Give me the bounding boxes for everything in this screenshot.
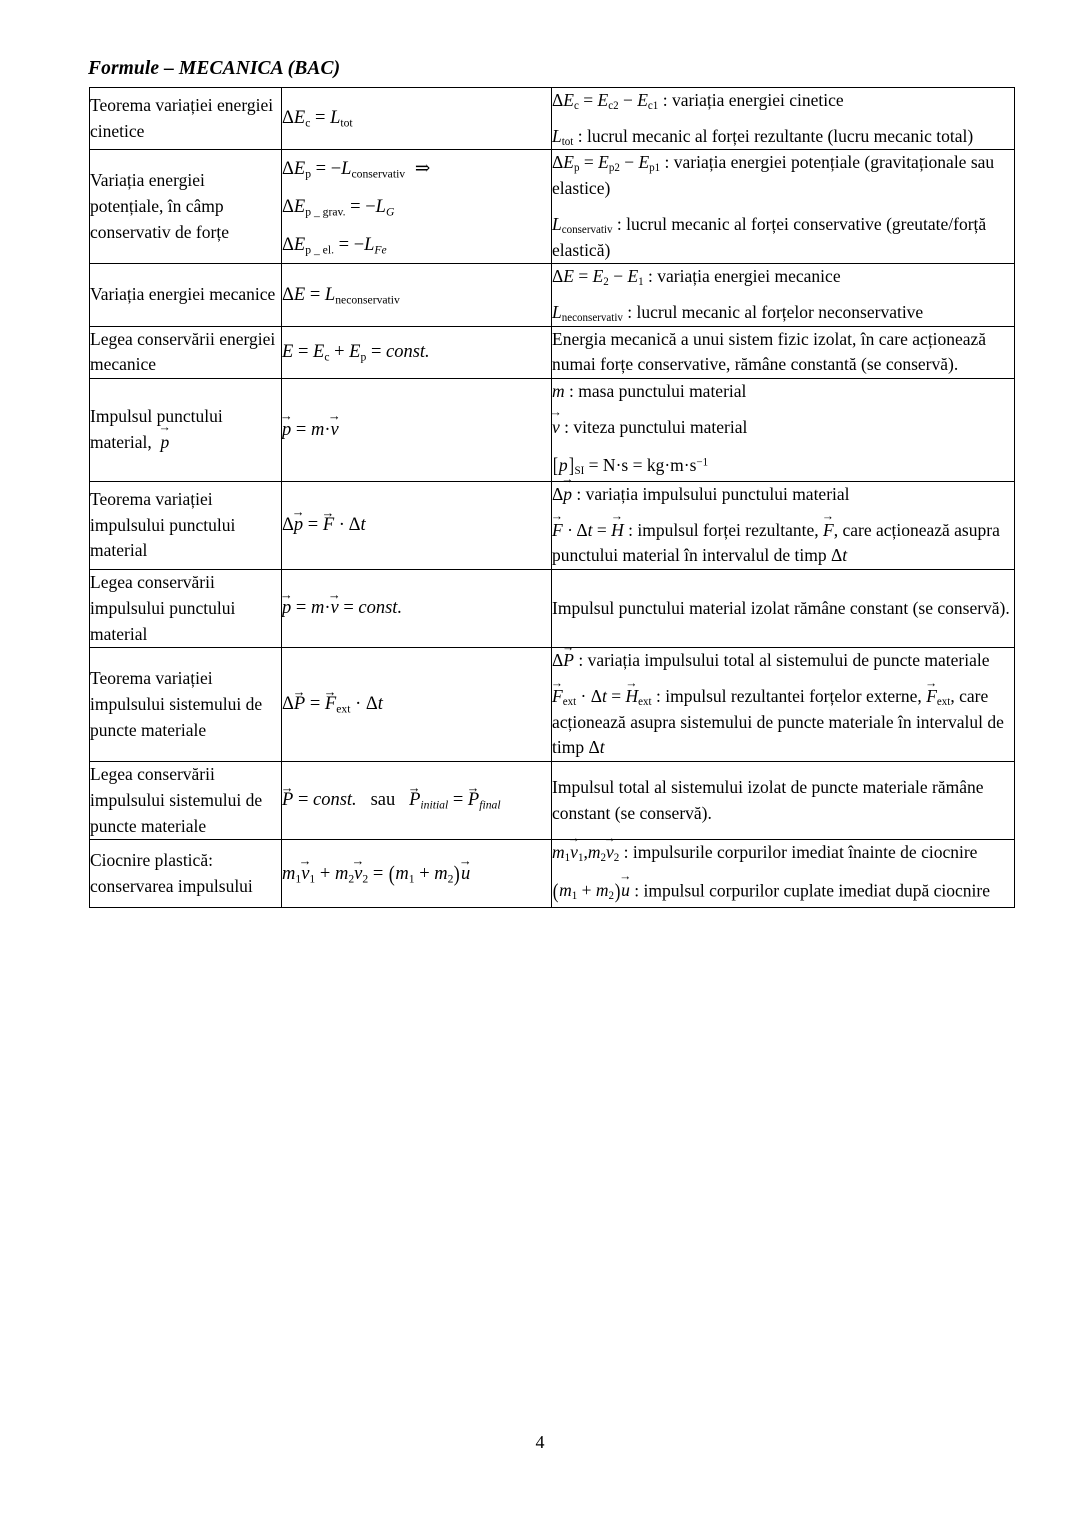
row-name-cell: Variația energiei potențiale, în câmp conservativ de forțe xyxy=(90,150,282,264)
row-name-cell: Legea conservării energiei mecanice xyxy=(90,326,282,378)
row-formula-cell: p → = m·v → xyxy=(282,379,552,482)
row-description-cell: Δp → : variația impulsului punctului material F → · Δt = H → : impulsul forței rezultante, F →, care acționează asupra punctului material în intervalul de timp Δt xyxy=(552,481,1015,569)
row-formula-cell: $\Delta E_p = -L_{conservativ}$ ⇒ $\Delta E_{p \_ grav.} = -L_G$ $\Delta E_{p \_ el.} = -L_{Fe}$ xyxy=(282,150,552,264)
table-row xyxy=(90,150,1015,264)
row-formula-cell: ΔP → = $F \to_{ext} \cdot \Delta t$ xyxy=(282,648,552,762)
row-name-cell: Ciocnire plastică: conservarea impulsului xyxy=(90,840,282,908)
table-row xyxy=(90,762,1015,840)
row-formula-cell: $\Delta E = L_{neconservativ}$ xyxy=(282,264,552,326)
row-name-cell: Legea conservării impulsului punctului material xyxy=(90,570,282,648)
row-formula-cell: p → = m·v → = const. xyxy=(282,570,552,648)
row-description-cell: Impulsul total al sistemului izolat de puncte materiale rămâne constant (se conservă). xyxy=(552,762,1015,840)
table-row xyxy=(90,264,1015,326)
row-description-cell: ΔP → : variația impulsului total al sistemului de puncte materiale $F \to_{ext} \cdot \Delta t = H \to_{ext}$ : impulsul rezultantei forțelor externe, $F \to_{ext}$, care acționează asupra sistemului de puncte materiale în intervalul de timp Δt xyxy=(552,648,1015,762)
page-number: 4 xyxy=(535,1432,545,1452)
row-name-cell: Legea conservării impulsului sistemului de puncte materiale xyxy=(90,762,282,840)
row-description-cell: Energia mecanică a unui sistem fizic izolat, în care acționează numai forțe conservative, rămâne constantă (se conservă). xyxy=(552,326,1015,378)
row-description-cell: $\Delta E = E_2 - E_1$ : variația energiei mecanice $L_{neconservativ}$ : lucrul mecanic al forțelor neconservative xyxy=(552,264,1015,326)
row-formula-cell: P → = const. sau $P \to_{initial} = P \to_{final}$ xyxy=(282,762,552,840)
table-row xyxy=(90,379,1015,482)
row-formula-cell: $\Delta E_c = L_{tot}$ xyxy=(282,88,552,150)
table-row xyxy=(90,481,1015,569)
row-description-cell: $m_1v \to_1,m_2v \to_2$ : impulsurile corpurilor imediat înainte de ciocnire $(m_1 + m_2)u$ → : impulsul corpurilor cuplate imediat după ciocnire xyxy=(552,840,1015,908)
row-description-cell: Impulsul punctului material izolat rămâne constant (se conservă). xyxy=(552,570,1015,648)
table-row xyxy=(90,840,1015,908)
row-formula-cell: $E = E_c + E_p$ = const. xyxy=(282,326,552,378)
row-name-cell: Variația energiei mecanice xyxy=(90,264,282,326)
row-description-cell: m : masa punctului material v → : viteza punctului material $[p]_{SI} = N\cdot s = kg\cdot m\cdot s^{-1}$ xyxy=(552,379,1015,482)
table-row xyxy=(90,648,1015,762)
row-name-cell: Teorema variației energiei cinetice xyxy=(90,88,282,150)
row-formula-cell: $m_1v \to_1 + m_2v \to_2 = (m_1 + m_2)u$ → xyxy=(282,840,552,908)
row-description-cell: $\Delta E_p = E_{p2} - E_{p1}$ : variația energiei potențiale (gravitaționale sau elastice) $L_{conservativ}$ : lucrul mecanic al forței conservative (greutate/forță elastică) xyxy=(552,150,1015,264)
row-name-cell: Teorema variației impulsului sistemului de puncte materiale xyxy=(90,648,282,762)
row-description-cell: $\Delta E_c = E_{c2} - E_{c1}$ : variația energiei cinetice $L_{tot}$ : lucrul mecanic al forței rezultante (lucru mecanic total) xyxy=(552,88,1015,150)
table-row xyxy=(90,88,1015,150)
table-row xyxy=(90,326,1015,378)
page-title: Formule – MECANICA (BAC) xyxy=(88,58,341,79)
row-name-cell: Teorema variației impulsului punctului material xyxy=(90,481,282,569)
formula-table xyxy=(89,87,1015,908)
row-name-cell: Impulsul punctului material, p → xyxy=(90,379,282,482)
row-formula-cell: Δp → = F → · Δt xyxy=(282,481,552,569)
table-row xyxy=(90,570,1015,648)
